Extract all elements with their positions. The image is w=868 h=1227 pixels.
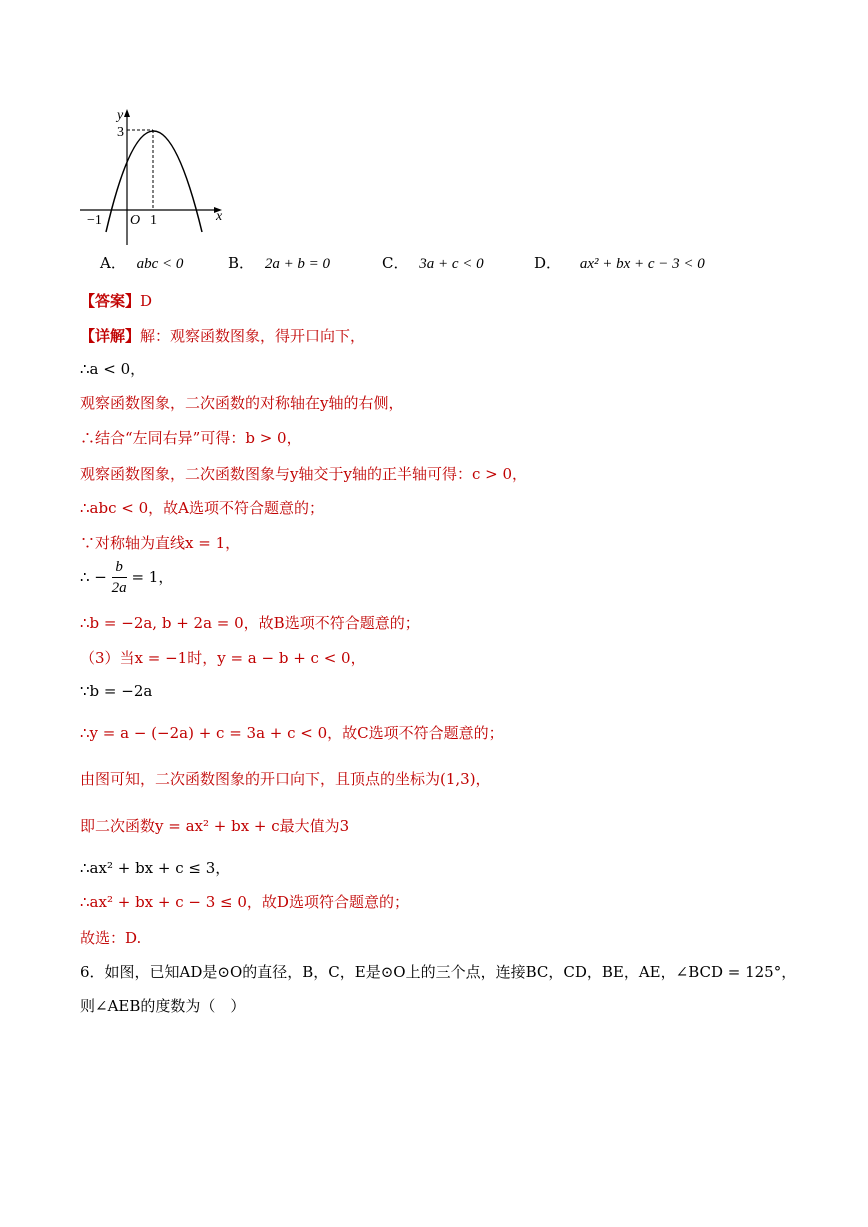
answer-label: 【答案】: [80, 292, 141, 310]
option-b-letter: B．: [228, 254, 255, 272]
option-a: [100, 252, 183, 273]
detail-line-1: ∴a < 0，: [80, 360, 146, 378]
fraction-numerator: b: [112, 560, 127, 578]
detail-line-14: ∴ax² + bx + c − 3 ≤ 0，故D选项符合题意的；: [80, 893, 409, 911]
fraction-prefix: ∴ −: [80, 568, 107, 586]
question6-line2: 则∠AEB的度数为（ ）: [80, 997, 246, 1015]
option-b-expr: 2a + b = 0: [264, 256, 331, 272]
detail-line-4: 观察函数图象，二次函数图象与y轴交于y轴的正半轴可得：c > 0，: [80, 465, 527, 483]
question6-line1: 6．如图，已知AD是⊙O的直径，B，C，E是⊙O上的三个点，连接BC，CD，BE，AE，∠BCD = 125°，: [80, 963, 797, 981]
detail-line-6: ∵对称轴为直线x = 1，: [80, 534, 241, 552]
detail-label: 【详解】: [80, 327, 141, 345]
fraction-denominator: 2a: [111, 580, 127, 596]
option-d-expr: ax² + bx + c − 3 < 0: [579, 256, 705, 272]
tick-label-x-minus1: −1: [87, 213, 102, 228]
parabola-svg: [70, 100, 240, 250]
detail-line-12: 即二次函数y = ax² + bx + c最大值为3: [80, 817, 350, 835]
origin-label: O: [130, 213, 141, 228]
parabola-graph: [70, 100, 240, 250]
tick-label-x1: 1: [150, 213, 157, 228]
detail-line-3: ∴结合“左同右异”可得：b > 0，: [80, 429, 302, 447]
fraction-suffix: = 1，: [131, 568, 174, 586]
detail-line-8: （3）当x = −1时，y = a − b + c < 0，: [80, 649, 366, 667]
detail-line-10: ∴y = a − (−2a) + c = 3a + c < 0，故C选项不符合题意的；: [80, 724, 504, 742]
option-d: [534, 252, 705, 273]
detail-fraction-line: [80, 560, 173, 596]
option-c-letter: C．: [382, 254, 409, 272]
fraction: [112, 560, 127, 596]
option-a-letter: A．: [100, 254, 126, 272]
detail-line-15: 故选：D.: [80, 929, 142, 947]
option-c: [382, 252, 484, 273]
y-axis-arrow: [124, 109, 130, 117]
detail-line-13: ∴ax² + bx + c ≤ 3，: [80, 859, 231, 877]
detail-line-5: ∴abc < 0，故A选项不符合题意的；: [80, 499, 324, 517]
tick-label-y3: 3: [117, 125, 124, 140]
answer-options: [100, 252, 820, 276]
answer-line: [80, 290, 152, 311]
detail-line-9: ∵b = −2a: [80, 682, 153, 700]
detail-line-11: 由图可知，二次函数图象的开口向下，且顶点的坐标为(1,3)，: [80, 770, 491, 788]
detail-line-0: 【详解】解：观察函数图象，得开口向下，: [80, 327, 366, 345]
answer-value: D: [140, 292, 153, 310]
option-d-letter: D．: [534, 254, 562, 272]
detail-line-7: ∴b = −2a, b + 2a = 0，故B选项不符合题意的；: [80, 614, 420, 632]
x-axis-label: x: [216, 209, 223, 224]
option-c-expr: 3a + c < 0: [419, 256, 484, 272]
option-b: [228, 252, 330, 273]
y-axis-label: y: [117, 108, 124, 123]
detail-line-2: 观察函数图象，二次函数的对称轴在y轴的右侧，: [80, 394, 404, 412]
option-a-expr: abc < 0: [136, 256, 184, 272]
